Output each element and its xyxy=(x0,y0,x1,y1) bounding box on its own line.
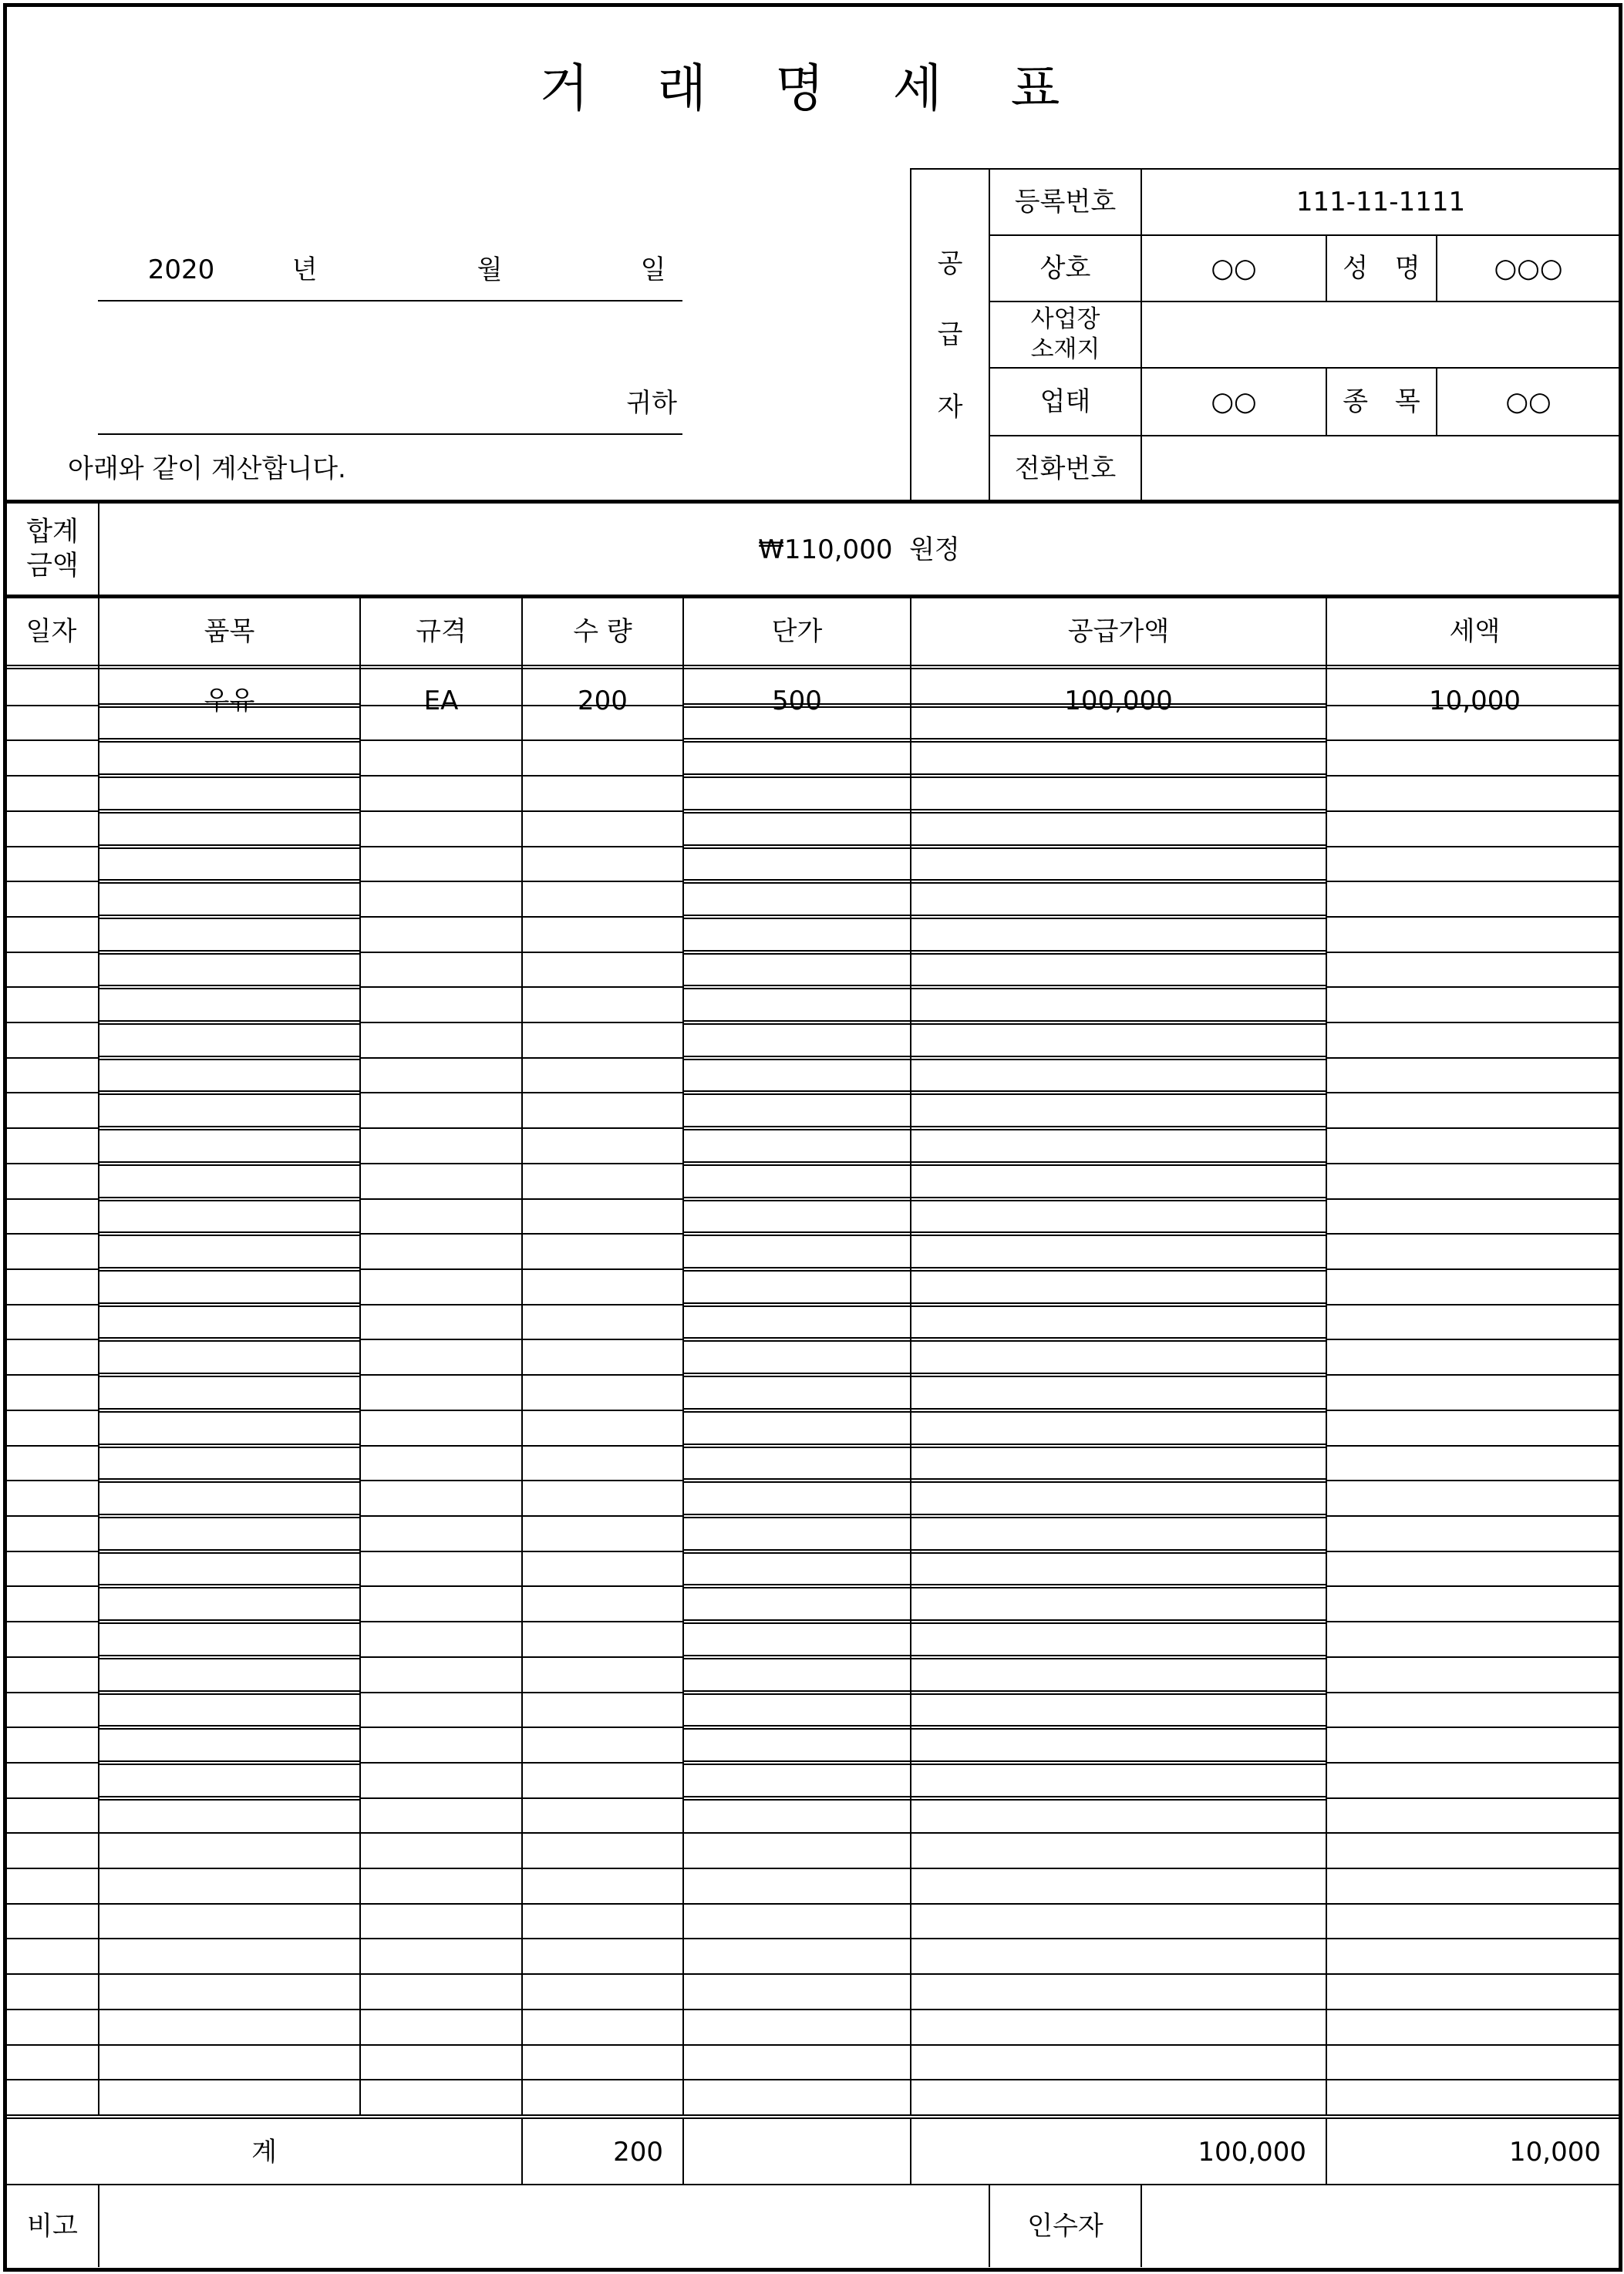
row-line xyxy=(359,846,682,847)
row-line xyxy=(98,1549,359,1554)
header-spec: 규격 xyxy=(416,616,467,647)
row-line xyxy=(682,1444,1326,1448)
row-line xyxy=(359,1410,682,1411)
sum-divider-2 xyxy=(682,2119,684,2184)
supplier-vertical-label-3: 자 xyxy=(937,392,963,423)
row-line xyxy=(682,1760,1326,1765)
row-line xyxy=(359,1057,682,1059)
row-line xyxy=(1326,1127,1622,1129)
cell-unit-price: 500 xyxy=(772,685,822,716)
row-line xyxy=(1326,1797,1622,1799)
row-line xyxy=(1326,1621,1622,1622)
row-line xyxy=(359,1198,682,1200)
row-line xyxy=(98,1161,359,1166)
row-line xyxy=(359,1762,682,1764)
row-line xyxy=(682,1619,1326,1624)
row-line xyxy=(98,1302,359,1307)
business-type-value: ○○ xyxy=(1211,386,1257,417)
row-line xyxy=(98,1337,359,1342)
row-line xyxy=(682,1655,1326,1659)
row-line xyxy=(98,1514,359,1518)
row-line xyxy=(682,950,1326,955)
receiver-field[interactable] xyxy=(1142,2185,1619,2267)
row-line xyxy=(3,1198,98,1200)
document-title: 거 래 명 세 표 xyxy=(539,59,1087,118)
row-line xyxy=(1326,1480,1622,1481)
row-line xyxy=(1326,986,1622,988)
row-line xyxy=(1326,1339,1622,1340)
row-line xyxy=(3,916,98,918)
supplier-vertical-label-1: 공 xyxy=(937,248,963,279)
row-line xyxy=(3,2009,1622,2010)
row-line xyxy=(359,1092,682,1093)
cell-tax: 10,000 xyxy=(1429,685,1521,716)
sum-row-top-line xyxy=(3,2114,1622,2119)
date-day-unit: 일 xyxy=(640,254,666,285)
company-value: ○○ xyxy=(1211,253,1257,284)
row-line xyxy=(682,844,1326,849)
row-line xyxy=(682,1796,1326,1801)
row-line xyxy=(3,1762,98,1764)
row-line xyxy=(3,1973,1622,1975)
row-line xyxy=(3,810,98,812)
row-line xyxy=(682,985,1326,989)
row-line xyxy=(1326,810,1622,812)
row-line xyxy=(359,1656,682,1658)
row-line xyxy=(3,1268,98,1270)
name-label: 성 명 xyxy=(1343,253,1420,284)
row-line xyxy=(3,1551,98,1552)
row-line xyxy=(682,1549,1326,1554)
row-line xyxy=(3,775,98,777)
header-tax: 세액 xyxy=(1449,616,1501,647)
row-line xyxy=(682,915,1326,919)
row-line xyxy=(1326,1057,1622,1059)
row-line xyxy=(359,1515,682,1517)
row-line xyxy=(98,1056,359,1060)
item-type-label: 종 목 xyxy=(1343,386,1420,417)
row-line xyxy=(682,879,1326,884)
row-line xyxy=(3,1127,98,1129)
row-line xyxy=(682,738,1326,743)
row-line xyxy=(682,1267,1326,1272)
cell-qty: 200 xyxy=(578,685,628,716)
sum-qty: 200 xyxy=(613,2137,663,2168)
row-line xyxy=(682,1231,1326,1236)
row-line xyxy=(359,1551,682,1552)
row-line xyxy=(3,1374,98,1376)
row-line xyxy=(98,879,359,884)
row-line xyxy=(1326,1656,1622,1658)
row-line xyxy=(682,1584,1326,1588)
supplier-vertical-label-2: 급 xyxy=(937,319,963,350)
row-line xyxy=(3,1903,1622,1905)
row-line xyxy=(1326,775,1622,777)
row-line xyxy=(3,1339,98,1340)
row-line xyxy=(3,952,98,953)
row-line xyxy=(98,1655,359,1659)
column-divider xyxy=(359,598,361,2114)
row-line xyxy=(359,775,682,777)
phone-label: 전화번호 xyxy=(1014,453,1117,484)
row-line xyxy=(359,1022,682,1023)
row-line xyxy=(1326,1022,1622,1023)
header-qty: 수 량 xyxy=(573,616,632,647)
remarks-label: 비고 xyxy=(27,2211,78,2242)
header-item: 품목 xyxy=(204,616,255,647)
row-line xyxy=(682,1408,1326,1413)
row-line xyxy=(98,915,359,919)
row-line xyxy=(98,985,359,989)
row-line xyxy=(1326,1092,1622,1093)
total-amount: ₩110,000 원정 xyxy=(758,534,960,565)
company-label: 상호 xyxy=(1039,253,1091,284)
cell-date xyxy=(5,669,98,732)
row-line xyxy=(359,1339,682,1340)
row-line xyxy=(359,1692,682,1693)
cell-item: 우유 xyxy=(204,685,255,716)
column-divider xyxy=(910,598,911,2114)
row-line xyxy=(359,916,682,918)
row-line xyxy=(98,844,359,849)
row-line xyxy=(1326,1585,1622,1587)
row-line xyxy=(359,952,682,953)
column-divider xyxy=(98,598,99,2114)
row-line xyxy=(359,1445,682,1447)
row-line xyxy=(1326,1268,1622,1270)
row-line xyxy=(98,1690,359,1695)
row-line xyxy=(682,773,1326,778)
row-line xyxy=(3,1797,98,1799)
date-year: 2020 xyxy=(147,254,215,285)
row-line xyxy=(1326,1233,1622,1235)
row-line xyxy=(3,1480,98,1481)
row-line xyxy=(682,1690,1326,1695)
row-line xyxy=(98,1760,359,1765)
row-line xyxy=(1326,1374,1622,1376)
reg-no-value: 111-11-1111 xyxy=(1295,187,1466,217)
header-unit-price: 단가 xyxy=(771,616,823,647)
row-line xyxy=(682,809,1326,814)
row-line xyxy=(359,1304,682,1305)
cell-supply: 100,000 xyxy=(1064,685,1173,716)
row-line xyxy=(359,1374,682,1376)
row-line xyxy=(682,1337,1326,1342)
row-line xyxy=(682,1056,1326,1060)
row-line xyxy=(98,1584,359,1588)
row-line xyxy=(1326,1762,1622,1764)
row-line xyxy=(359,1163,682,1164)
row-line xyxy=(3,1445,98,1447)
row-line xyxy=(98,1020,359,1025)
row-line xyxy=(3,846,98,847)
item-type-value: ○○ xyxy=(1505,386,1552,417)
row-line xyxy=(98,1478,359,1483)
row-line xyxy=(98,1126,359,1130)
row-line xyxy=(98,1373,359,1377)
row-line xyxy=(1326,739,1622,741)
row-line xyxy=(359,1233,682,1235)
row-line xyxy=(3,1585,98,1587)
row-line xyxy=(1326,1445,1622,1447)
remarks-field[interactable] xyxy=(99,2185,989,2267)
total-label-line-2: 금액 xyxy=(26,551,79,581)
header-supply: 공급가액 xyxy=(1067,616,1170,647)
row-line xyxy=(3,1057,98,1059)
statement-text: 아래와 같이 계산합니다. xyxy=(68,453,346,484)
row-line xyxy=(682,1478,1326,1483)
row-line xyxy=(359,1797,682,1799)
cell-spec: EA xyxy=(423,685,459,716)
row-line xyxy=(1326,1163,1622,1164)
row-line xyxy=(3,1163,98,1164)
row-line xyxy=(3,2044,1622,2046)
row-line xyxy=(98,1090,359,1095)
sum-tax: 10,000 xyxy=(1509,2137,1601,2168)
row-line xyxy=(98,1408,359,1413)
row-line xyxy=(1326,1727,1622,1728)
row-line xyxy=(359,1585,682,1587)
row-line xyxy=(1326,881,1622,882)
row-line xyxy=(682,1514,1326,1518)
row-line xyxy=(3,739,98,741)
header-date: 일자 xyxy=(25,616,77,647)
row-line xyxy=(98,1197,359,1201)
row-line xyxy=(359,986,682,988)
row-line xyxy=(682,1725,1326,1730)
row-line xyxy=(1326,1410,1622,1411)
row-line xyxy=(1326,1304,1622,1305)
date-year-unit: 년 xyxy=(291,254,318,285)
row-line xyxy=(98,809,359,814)
column-divider xyxy=(682,598,684,2114)
row-line xyxy=(1326,846,1622,847)
row-line xyxy=(3,1656,98,1658)
row-line xyxy=(359,1727,682,1728)
row-line xyxy=(682,1161,1326,1166)
row-line xyxy=(359,1621,682,1622)
row-line xyxy=(98,950,359,955)
row-line xyxy=(3,1621,98,1622)
name-value: ○○○ xyxy=(1494,253,1563,284)
row-line xyxy=(3,1022,98,1023)
row-line xyxy=(3,1868,1622,1869)
row-line xyxy=(3,1092,98,1093)
row-line xyxy=(1326,1692,1622,1693)
row-line xyxy=(98,1267,359,1272)
row-line xyxy=(3,1304,98,1305)
date-month-unit: 월 xyxy=(477,254,503,285)
row-line xyxy=(1326,1551,1622,1552)
row-line xyxy=(3,1727,98,1728)
business-type-label: 업태 xyxy=(1039,386,1091,417)
address-label-line-2: 소재지 xyxy=(1030,335,1100,363)
row-line xyxy=(3,1515,98,1517)
recipient-suffix: 귀하 xyxy=(626,388,677,419)
row-line xyxy=(98,738,359,743)
row-line xyxy=(98,1619,359,1624)
row-line xyxy=(3,986,98,988)
row-line xyxy=(98,1231,359,1236)
receiver-label: 인수자 xyxy=(1027,2211,1103,2242)
address-label-line-1: 사업장 xyxy=(1030,305,1100,334)
column-divider xyxy=(1326,598,1327,2114)
row-line xyxy=(682,1197,1326,1201)
sum-label: 계 xyxy=(251,2137,277,2168)
total-label-line-1: 합계 xyxy=(26,517,79,548)
row-line xyxy=(1326,1515,1622,1517)
row-line xyxy=(98,773,359,778)
row-line xyxy=(682,1302,1326,1307)
row-line xyxy=(3,1692,98,1693)
row-line xyxy=(3,1233,98,1235)
row-line xyxy=(359,881,682,882)
row-line xyxy=(3,2079,1622,2080)
sum-supply: 100,000 xyxy=(1198,2137,1306,2168)
row-line xyxy=(98,1796,359,1801)
row-line xyxy=(3,1832,1622,1834)
row-line xyxy=(3,1938,1622,1939)
row-line xyxy=(682,1126,1326,1130)
column-divider xyxy=(521,598,523,2114)
row-line xyxy=(1326,1198,1622,1200)
row-line xyxy=(682,1090,1326,1095)
row-line xyxy=(359,810,682,812)
row-line xyxy=(682,1373,1326,1377)
row-line xyxy=(1326,916,1622,918)
row-line xyxy=(359,1127,682,1129)
row-line xyxy=(682,1020,1326,1025)
row-line xyxy=(359,739,682,741)
row-line xyxy=(359,1480,682,1481)
row-line xyxy=(3,881,98,882)
reg-no-label: 등록번호 xyxy=(1014,187,1117,217)
row-line xyxy=(98,1725,359,1730)
row-line xyxy=(98,1444,359,1448)
row-line xyxy=(1326,952,1622,953)
row-line xyxy=(3,1410,98,1411)
row-line xyxy=(359,1268,682,1270)
